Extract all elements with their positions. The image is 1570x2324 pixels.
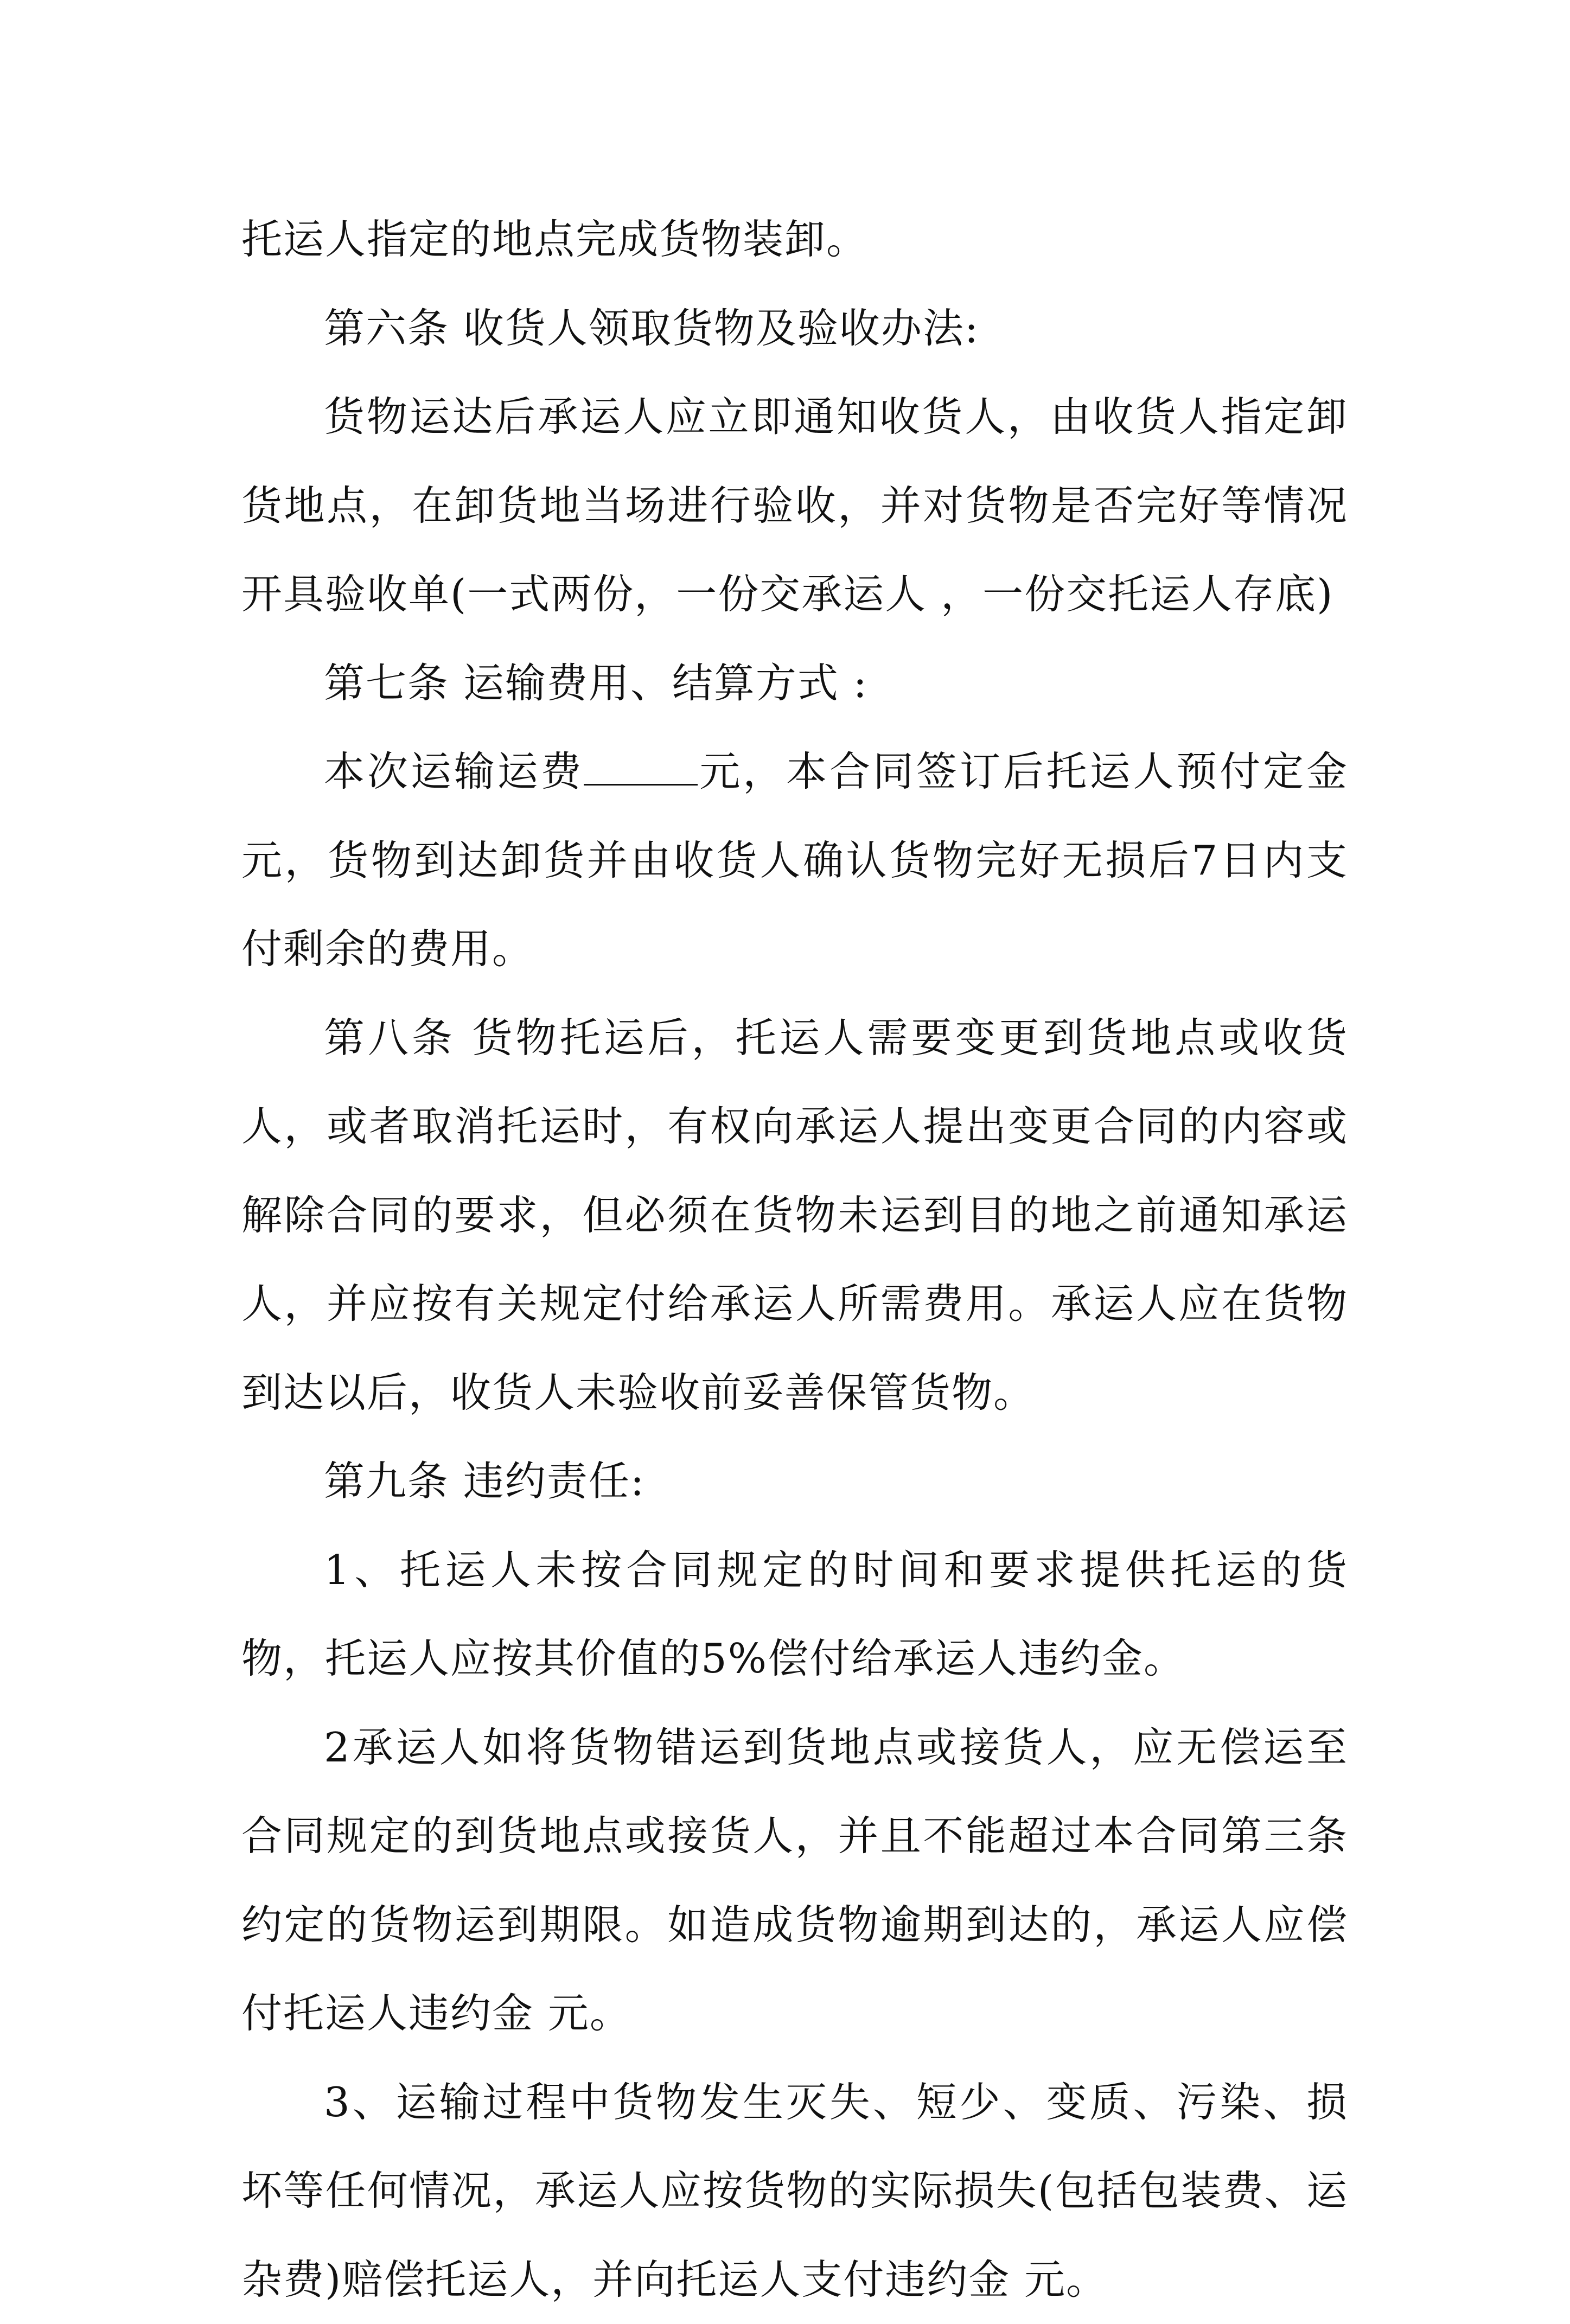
article-6-heading: 第六条 收货人领取货物及验收办法: [241,284,1348,373]
article-7-body [241,727,1348,994]
article-9-clause-2: 2承运人如将货物错运到货地点或接货人，应无偿运至合同规定的到货地点或接货人，并且不能超过本合同第三条约定的货物运到期限。如造成货物逾期到达的，承运人应偿付托运人违约金 元。 [241,1703,1348,2058]
article-8-body: 第八条 货物托运后，托运人需要变更到货地点或收货人，或者取消托运时，有权向承运人提出变更合同的内容或解除合同的要求，但必须在货物未运到目的地之前通知承运人，并应按有关规定付给承运人所需费用。承运人应在货物到达以后，收货人未验收前妥善保管货物。 [241,994,1348,1438]
contract-body [241,195,1348,2324]
article-6-body: 货物运达后承运人应立即通知收货人，由收货人指定卸货地点，在卸货地当场进行验收，并对货物是否完好等情况开具验收单(一式两份，一份交承运人 ，一份交托运人存底) [241,373,1348,639]
freight-text-before-blank: 本次运输运费 [324,748,584,795]
article-9-clause-3: 3、运输过程中货物发生灭失、短少、变质、污染、损坏等任何情况，承运人应按货物的实际损失(包括包装费、运杂费)赔偿托运人，并向托运人支付违约金 元。 [241,2058,1348,2324]
paragraph-loading-location: 托运人指定的地点完成货物装卸。 [241,195,1348,284]
article-7-heading: 第七条 运输费用、结算方式 : [241,639,1348,728]
article-9-heading: 第九条 违约责任: [241,1437,1348,1526]
freight-text-after-blank: 元，本合同签订后托运人预付定金元，货物到达卸货并由收货人确认货物完好无损后7日内支付剩余的费用。 [241,748,1348,973]
article-9-clause-1: 1、托运人未按合同规定的时间和要求提供托运的货物，托运人应按其价值的5%偿付给承运人违约金。 [241,1526,1348,1703]
freight-amount-blank [584,751,698,786]
